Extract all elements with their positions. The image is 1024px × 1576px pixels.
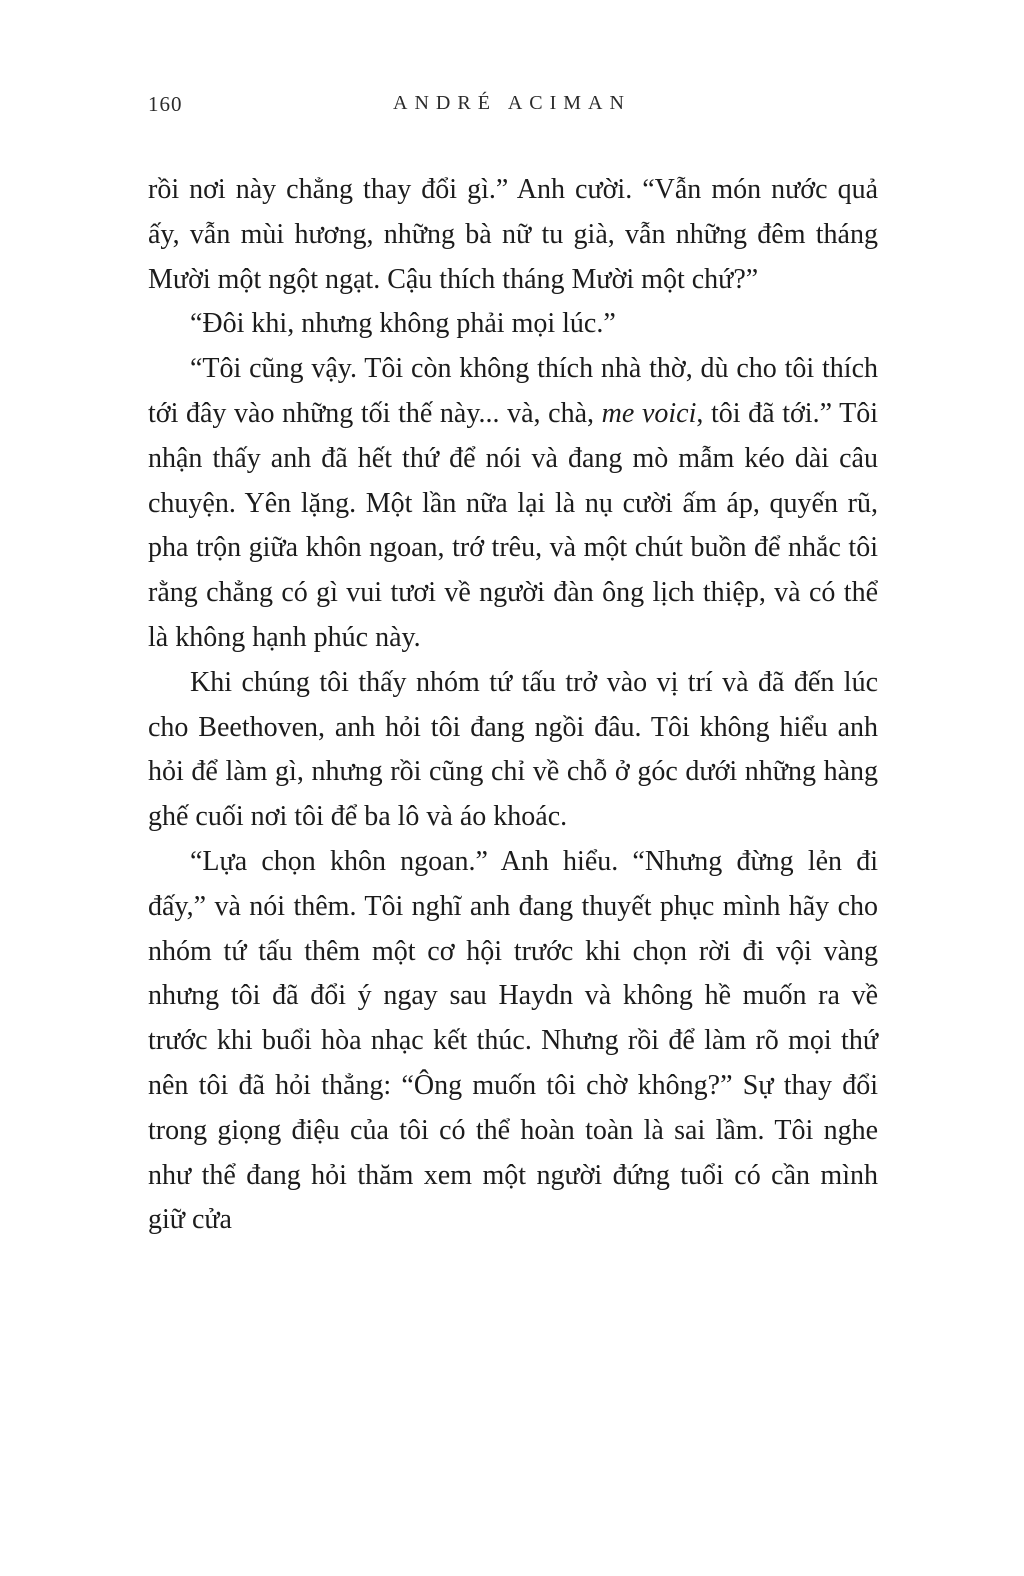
running-head-author: ANDRÉ ACIMAN bbox=[393, 92, 631, 114]
paragraph: “Đôi khi, nhưng không phải mọi lúc.” bbox=[190, 308, 616, 340]
paragraph: Khi chúng tôi thấy nhóm tứ tấu trở vào vị trí và đã đến lúc cho Beethoven, anh hỏi tôi đang ngồi đâu. Tôi không hiểu anh hỏi để làm gì, nhưng rồi cũng chỉ về chỗ ở góc dưới những hàng ghế cuối nơi tôi để ba lô và áo khoác. bbox=[148, 666, 878, 833]
paragraph: “Lựa chọn khôn ngoan.” Anh hiểu. “Nhưng đừng lẻn đi đấy,” và nói thêm. Tôi nghĩ anh đang thuyết phục mình hãy cho nhóm tứ tấu thêm một cơ hội trước khi chọn rời đi vội vàng nhưng tôi đã đổi ý ngay sau Haydn và không hề muốn ra về trước khi buổi hòa nhạc kết thúc. Nhưng rồi để làm rõ mọi thứ nên tôi đã hỏi thẳng: “Ông muốn tôi chờ không?” Sự thay đổi trong giọng điệu của tôi có thể hoàn toàn là sai lầm. Tôi nghe như thể đang hỏi thăm xem một người đứng tuổi có cần mình giữ cửa bbox=[148, 845, 878, 1236]
italic-phrase: me voici bbox=[601, 397, 697, 429]
text-block bbox=[148, 168, 878, 1243]
paragraph: rồi nơi này chẳng thay đổi gì.” Anh cười. “Vẫn món nước quả ấy, vẫn mùi hương, những bà nữ tu già, vẫn những đêm tháng Mười một ngột ngạt. Cậu thích tháng Mười một chứ?” bbox=[148, 174, 878, 295]
page-number: 160 bbox=[148, 92, 183, 116]
paragraph: “Tôi cũng vậy. Tôi còn không thích nhà thờ, dù cho tôi thích tới đây vào những tối thế này... và, chà, me voici, tôi đã tới.” Tôi nhận thấy anh đã hết thứ để nói và đang mò mẫm kéo dài câu chuyện. Yên lặng. Một lần nữa lại là nụ cười ấm áp, quyến rũ, pha trộn giữa khôn ngoan, trớ trêu, và một chút buồn để nhắc tôi rằng chẳng có gì vui tươi về người đàn ông lịch thiệp, và có thể là không hạnh phúc này. bbox=[148, 353, 879, 653]
